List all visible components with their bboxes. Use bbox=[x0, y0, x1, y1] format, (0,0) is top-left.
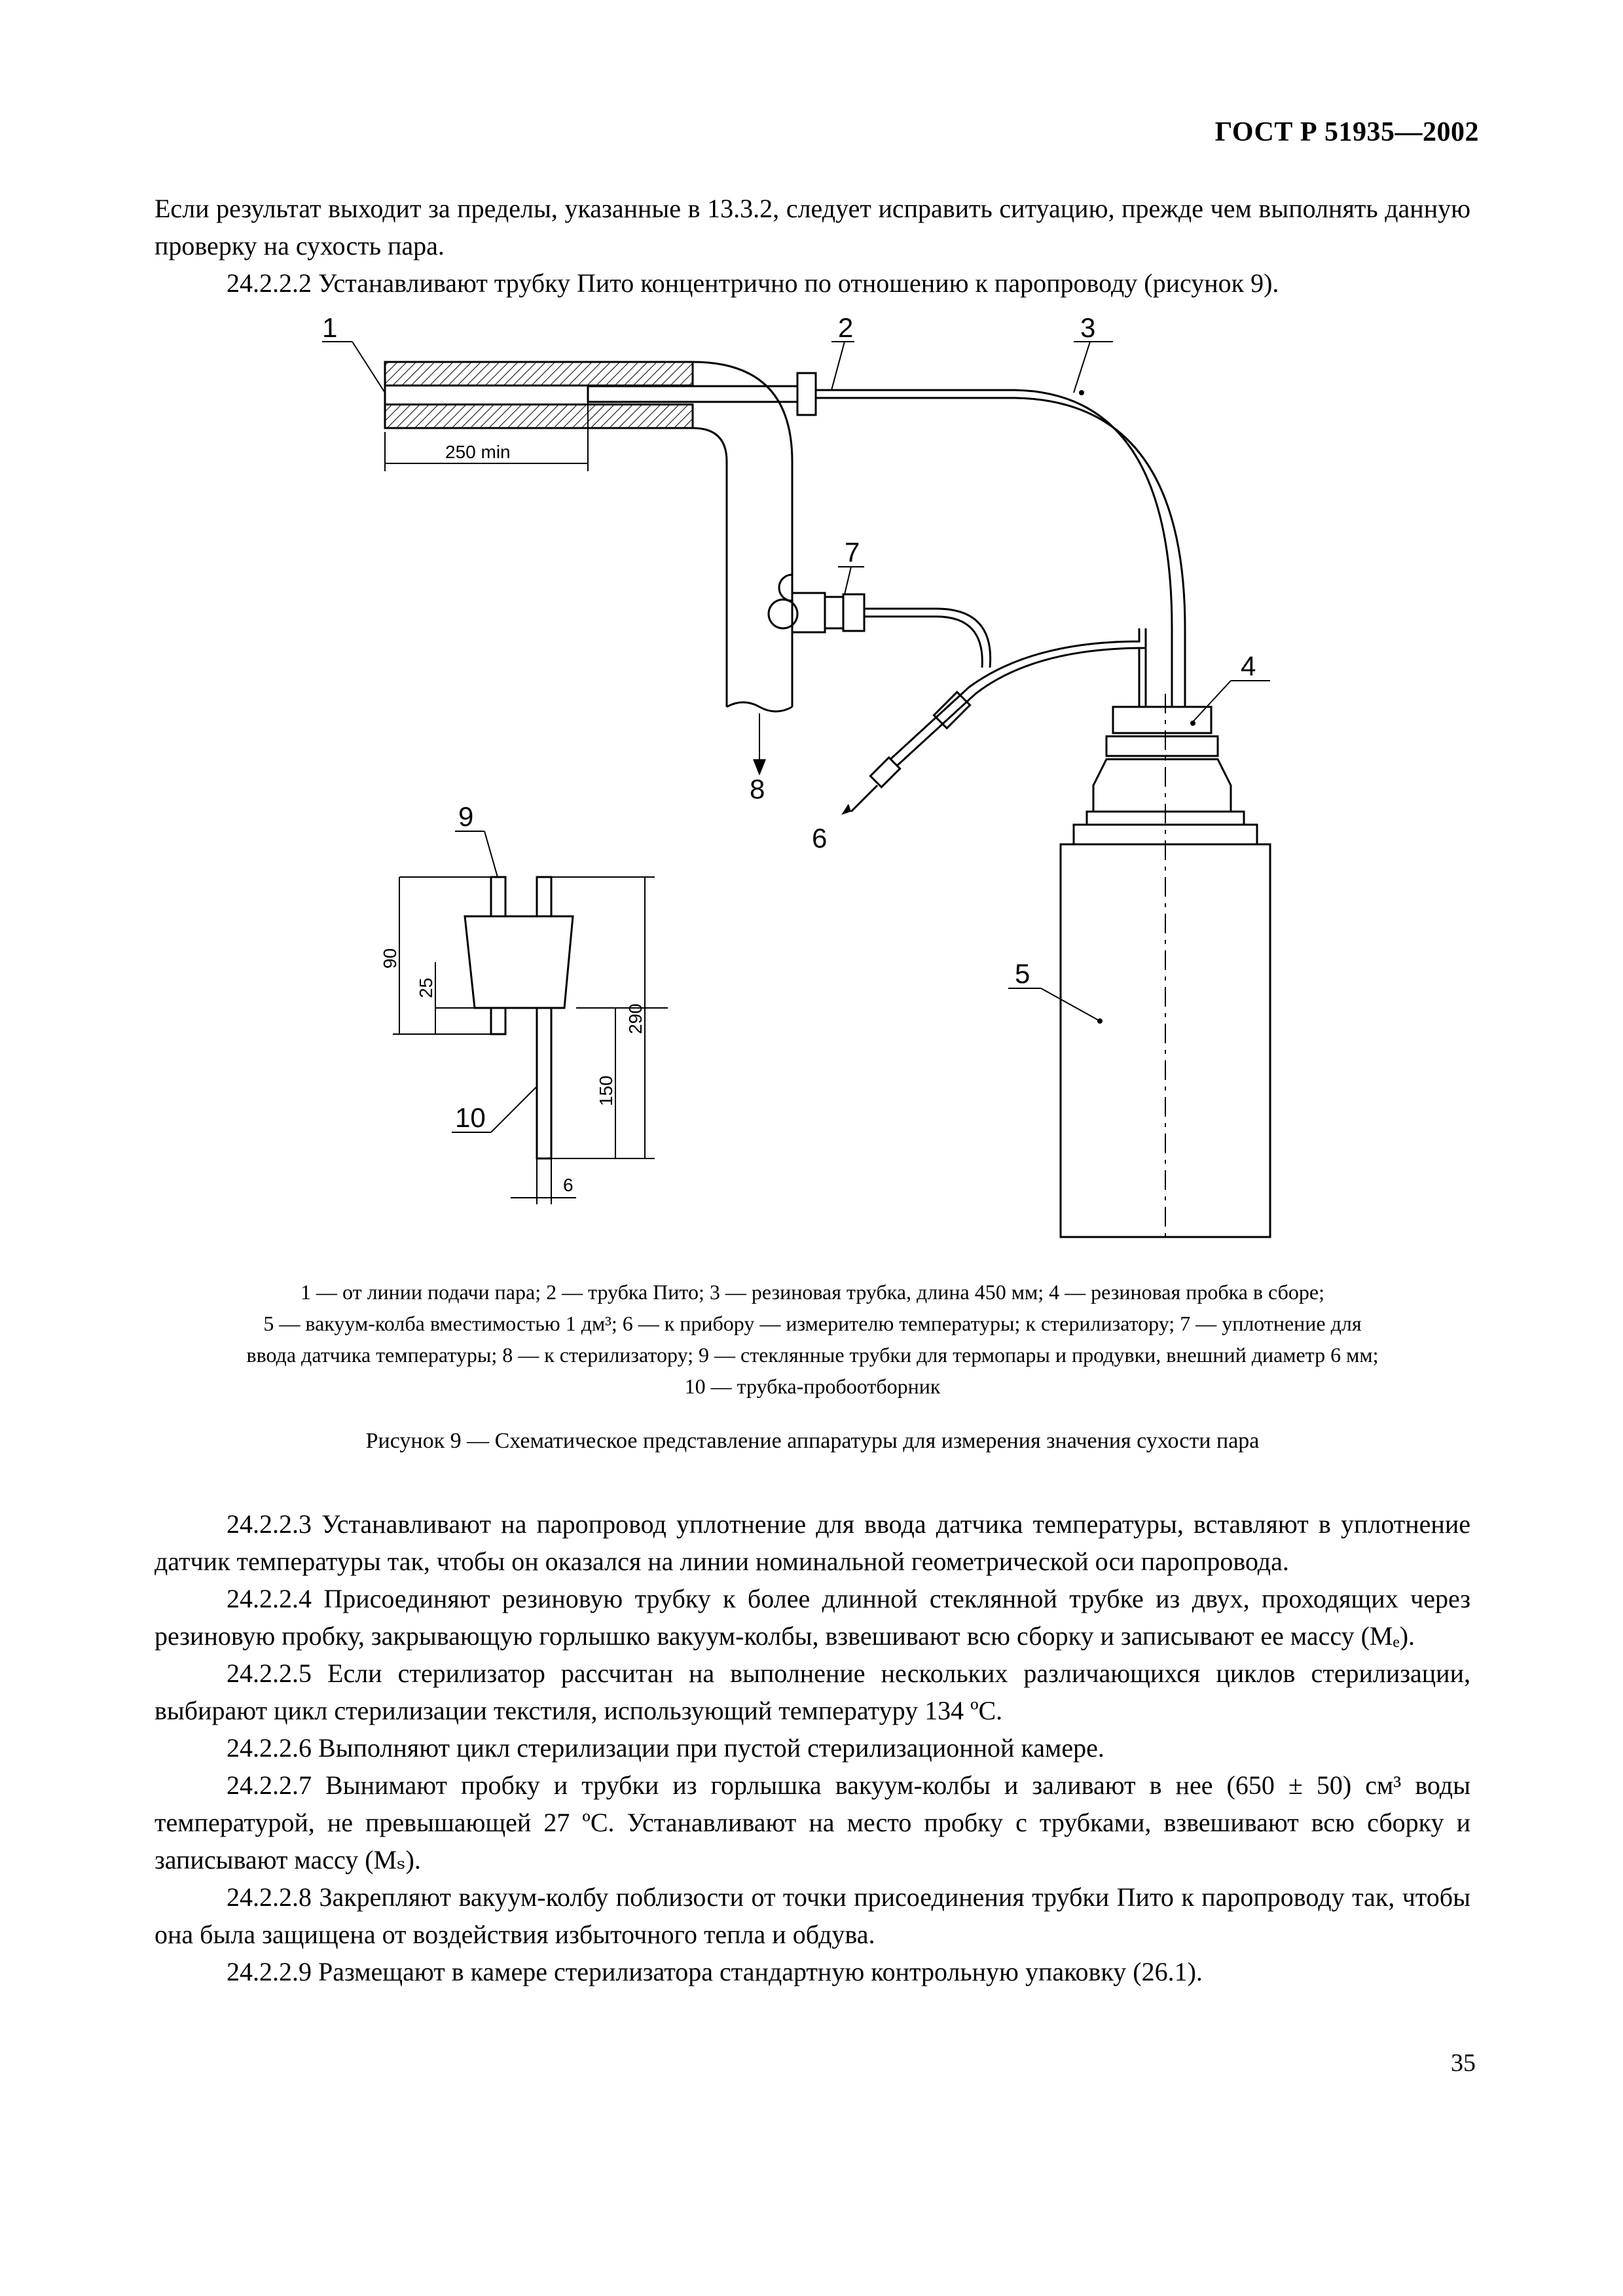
rubber-tube bbox=[851, 390, 1185, 628]
legend-line: 1 — от линии подачи пара; 2 — трубка Пито; 3 — резиновая трубка, длина 450 мм; 4 — резиновая пробка в сборе; bbox=[301, 1280, 1324, 1304]
dimension-90: 90 bbox=[380, 948, 400, 969]
dimension-150: 150 bbox=[596, 1075, 616, 1106]
callout-dot bbox=[1190, 721, 1195, 726]
dimension-250-min: 250 min bbox=[445, 442, 511, 462]
callout-6: 6 bbox=[812, 823, 828, 853]
figure-title: Рисунок 9 — Схематическое представление аппаратуры для измерения значения сухости пара bbox=[365, 1429, 1260, 1453]
callout-9: 9 bbox=[458, 801, 474, 832]
callout-dot bbox=[1097, 1018, 1103, 1024]
callout-dot bbox=[1079, 390, 1084, 395]
callout-5: 5 bbox=[1015, 958, 1030, 989]
document-header: ГОСТ Р 51935—2002 bbox=[1214, 117, 1479, 147]
paragraph: 24.2.2.2 Устанавливают трубку Пито концентрично по отношению к паропроводу (рисунок 9). bbox=[227, 268, 1279, 298]
paragraph: 24.2.2.9 Размещают в камере стерилизатора стандартную контрольную упаковку (26.1). bbox=[227, 1957, 1203, 1986]
paragraph: 24.2.2.5 Если стерилизатор рассчитан на выполнение нескольких различающихся циклов стерилизации, выбирают цикл стерилизации текстиля, использующий температуру 134 ºС. bbox=[155, 1659, 1470, 1725]
arrow-to-meter bbox=[841, 804, 851, 815]
callout-4: 4 bbox=[1241, 651, 1256, 681]
callout-2: 2 bbox=[838, 312, 854, 343]
vacuum-flask bbox=[1061, 628, 1270, 1237]
callout-8: 8 bbox=[750, 774, 765, 804]
bottom-text bbox=[155, 1505, 1470, 1990]
callout-7: 7 bbox=[845, 537, 860, 567]
callout-1: 1 bbox=[322, 312, 338, 343]
paragraph: 24.2.2.4 Присоединяют резиновую трубку к более длинной стеклянной трубке из двух, проходящих через резиновую пробку, закрывающую горлышко вакуум-колбы, взвешивают всю сборку и записывают ее массу (Mₑ). bbox=[155, 1584, 1470, 1651]
figure-legend bbox=[155, 1276, 1470, 1402]
legend-line: ввода датчика температуры; 8 — к стерилизатору; 9 — стеклянные трубки для термопары и продувки, внешний диаметр 6 мм; bbox=[246, 1343, 1379, 1367]
temperature-gland bbox=[769, 575, 991, 668]
paragraph: 24.2.2.8 Закрепляют вакуум-колбу поблизости от точки присоединения трубки Пито к паропроводу так, чтобы она была защищена от воздействия избыточного тепла и обдува. bbox=[155, 1882, 1470, 1949]
legend-line: 10 — трубка-пробоотборник bbox=[684, 1374, 941, 1398]
legend-line: 5 — вакуум-колба вместимостью 1 дм³; 6 — к прибору — измерителю температуры; к стерилизатору; 7 — уплотнение для bbox=[263, 1312, 1362, 1335]
paragraph: 24.2.2.6 Выполняют цикл стерилизации при пустой стерилизационной камере. bbox=[227, 1733, 1104, 1763]
paragraph: 24.2.2.3 Устанавливают на паропровод уплотнение для ввода датчика температуры, вставляют в уплотнение датчик температуры так, чтобы он оказался на линии номинальной геометрической оси паропровода. bbox=[155, 1509, 1470, 1576]
sensor-line bbox=[851, 628, 1146, 812]
callout-10: 10 bbox=[455, 1102, 486, 1133]
dimension-290: 290 bbox=[625, 1003, 646, 1034]
paragraph: Если результат выходит за пределы, указанные в 13.3.2, следует исправить ситуацию, прежде чем выполнять данную проверку на сухость пара. bbox=[155, 194, 1470, 260]
paragraph: 24.2.2.7 Вынимают пробку и трубки из горлышка вакуум-колбы и заливают в нее (650 ± 50) см³ воды температурой, не превышающей 27 ºС. Устанавливают на место пробку с трубками, взвешивают всю сборку и записывают массу (Mₛ). bbox=[155, 1770, 1470, 1874]
glass-tubes-detail bbox=[385, 402, 668, 1204]
page-number: 35 bbox=[1451, 2049, 1476, 2077]
callout-3: 3 bbox=[1080, 312, 1096, 343]
dimension-6: 6 bbox=[563, 1175, 574, 1195]
dimension-25: 25 bbox=[416, 977, 436, 998]
